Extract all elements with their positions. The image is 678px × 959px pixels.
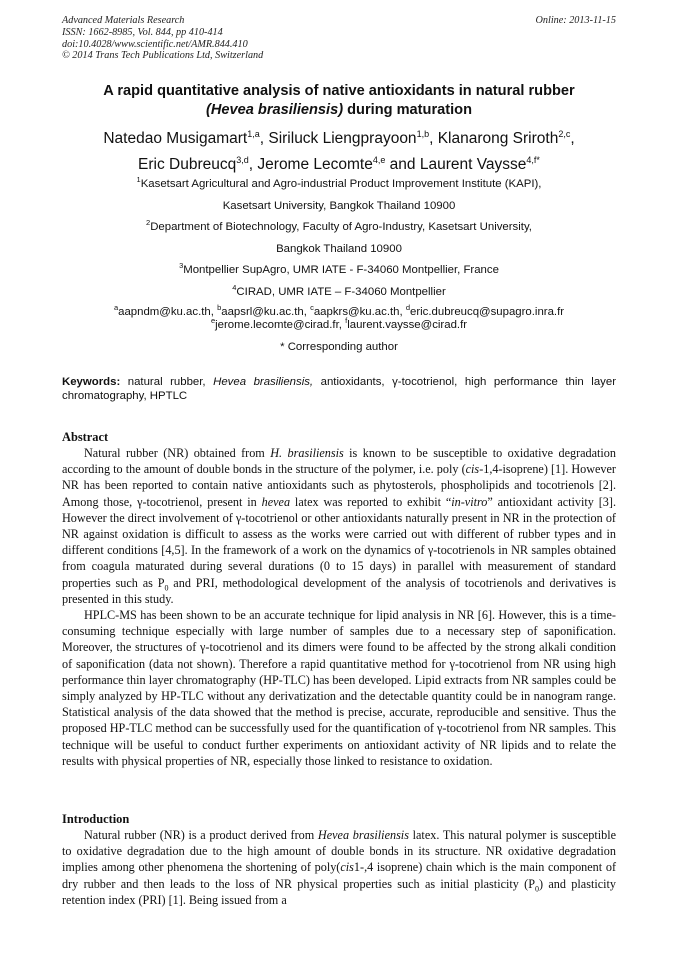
email-sup: d (405, 303, 411, 313)
text-run: latex. This natural polymer is susceptible to oxidative degradation due to the high amount of double bonds in its structure. NR oxidative degradation implies among other phenomena the shortening of poly( (62, 828, 616, 875)
text-sub: 0 (164, 583, 169, 593)
text-italic: cis (465, 462, 480, 477)
text-italic: hevea (261, 494, 291, 509)
email-sup: c (310, 303, 314, 313)
email-sup: f (345, 316, 348, 326)
keywords (62, 375, 616, 403)
abstract-heading: Abstract (62, 430, 109, 444)
text-run: Natural rubber (NR) is a product derived from (84, 828, 318, 842)
journal-header (62, 15, 616, 62)
abstract-section (62, 429, 616, 769)
author-sup: 3,d (236, 154, 249, 165)
email-link[interactable]: aapndm@ku.ac.th (118, 306, 211, 318)
text-italic: Hevea brasiliensis (317, 828, 409, 842)
journal-name: Advanced Materials Research (62, 15, 185, 26)
email-link[interactable]: jerome.lecomte@cirad.fr (215, 319, 339, 331)
affiliation-1-cont: Kasetsart University, Bangkok Thailand 10900 (222, 199, 456, 212)
author-sep: , (570, 130, 575, 147)
email-sup: e (210, 316, 216, 326)
author-list (40, 126, 638, 178)
affiliations (40, 174, 638, 359)
affiliation-text: CIRAD, UMR IATE – F-34060 Montpellier (236, 285, 446, 298)
author-sup: 2,c (558, 128, 571, 139)
title-rest: during maturation (343, 102, 472, 118)
doi-line[interactable]: doi:10.4028/www.scientific.net/AMR.844.410 (62, 38, 248, 50)
email-sup: a (113, 303, 119, 313)
title-line-2 (40, 101, 638, 120)
online-date: Online: 2013-11-15 (535, 15, 616, 26)
affiliation-sup: 1 (136, 175, 141, 185)
email-link[interactable]: eric.dubreucq@supagro.inra.fr (410, 306, 565, 318)
author-name: Natedao Musigamart (103, 130, 248, 147)
text-run: is known to be susceptible to oxidative degradation according to the amount of double bonds in the structure of the polymer, i.e. poly ( (62, 446, 616, 477)
author-sup: 1,b (416, 128, 430, 139)
text-run: and PRI, methodological development of the analysis of tocotrienols and derivatives is presented in this study. (62, 575, 616, 606)
email-sup: b (217, 303, 222, 313)
affiliation-sup: 3 (179, 261, 184, 271)
text-run: 1-,4 isoprene) chain which is the main component of dry rubber and then leads to the loss of NR physical properties such as initial plasticity (P (62, 860, 616, 891)
affiliation-1 (40, 174, 638, 196)
email-line-2: $^e$jerome.lecomte@cirad.fr, $^f$laurent.vaysse@cirad.fr (210, 316, 468, 331)
title-species: (Hevea brasiliensis) (205, 102, 344, 118)
affiliation-3 (40, 260, 638, 282)
email-link[interactable]: aapsrl@ku.ac.th (221, 306, 304, 318)
title-line-1: A rapid quantitative analysis of native antioxidants in natural rubber (103, 83, 575, 99)
affiliation-sup: 2 (146, 218, 151, 228)
abstract-paragraph-1 (62, 445, 616, 607)
author-sep: , (248, 156, 258, 173)
keywords-species: Hevea brasiliensis, (213, 376, 314, 388)
issn-line: ISSN: 1662-8985, Vol. 844, pp 410-414 (62, 26, 223, 38)
text-italic: H. brasiliensis (270, 446, 344, 460)
affiliation-2-cont: Bangkok Thailand 10900 (276, 242, 402, 255)
copyright-line: © 2014 Trans Tech Publications Ltd, Switzerland (62, 50, 264, 62)
author-sep: , (429, 130, 438, 147)
affiliation-2 (40, 217, 638, 239)
author-name: Klanarong Sriroth (437, 130, 559, 147)
abstract-paragraph-2: HPLC-MS has been shown to be an accurate technique for lipid analysis in NR [6]. However, this is a time-consuming technique especially with large number of samples due to a necessary step of saponification. Moreover, the structures of γ-tocotrienol and its dimers were found to be affected by the strong alkali condition of saponification (data not shown). Therefore a rapid quantitative method for γ-tocotrienol from NR using high performance thin layer chromatography (HP-TLC) has been developed. Lipid extracts from NR samples could be simply analyzed by HP-TLC without any derivatization and the detectable quantity could be in nanogram range. Statistical analysis of the data showed that the method is precise, accurate, reproducible and sensitive. Thus the proposed HP-TLC method can be successfully used for the quantification of γ-tocotrienol from NR samples. This technique will be useful to conduct further experiments on antioxidant activity of NR lipids and to relate the results with physical properties of NR, especially those linked to resistance to oxidation. (62, 608, 616, 768)
author-sep: , (259, 130, 269, 147)
keywords-text: antioxidants, γ-tocotrienol, high performance thin layer chromatography, HPTLC (62, 376, 616, 402)
affiliation-text: Department of Biotechnology, Faculty of Agro-Industry, Kasetsart University, (150, 221, 532, 233)
author-line-1 (40, 126, 638, 152)
email-link[interactable]: laurent.vaysse@cirad.fr (347, 319, 468, 331)
text-sub: 0 (535, 884, 540, 894)
text-italic: cis (340, 860, 354, 875)
introduction-section (62, 811, 616, 908)
author-sep: and (385, 156, 420, 173)
email-list (40, 303, 638, 332)
keywords-text: natural rubber, (120, 376, 214, 388)
author-name: Jerome Lecomte (257, 156, 373, 173)
keywords-label: Keywords: (62, 376, 121, 388)
affiliation-text: Kasetsart Agricultural and Agro-industrial Product Improvement Institute (KAPI), (140, 178, 542, 190)
text-run: ) and plasticity retention index (PRI) [1]. Being issued from a (62, 876, 616, 907)
author-name: Laurent Vaysse (419, 156, 527, 173)
text-run: latex was reported to exhibit “ (290, 494, 452, 509)
author-sup: 1,a (247, 128, 260, 139)
author-name: Eric Dubreucq (138, 156, 237, 173)
email-link[interactable]: aapkrs@ku.ac.th (313, 306, 400, 318)
author-sup: 4,e (372, 154, 386, 165)
corresponding-author: * Corresponding author (280, 341, 398, 353)
affiliation-sup: 4 (232, 282, 237, 292)
text-run: -1,4-isoprene) [1]. However NR has been reported to contain native antioxidants such as phytosterols, phospholipids and tocotrienols [2]. Among those, γ-tocotrienol, present in (62, 462, 616, 509)
introduction-paragraph-1 (62, 827, 616, 908)
introduction-heading: Introduction (62, 812, 130, 826)
affiliation-text: Montpellier SupAgro, UMR IATE - F-34060 Montpellier, France (183, 264, 499, 276)
author-sup: 4,f* (526, 154, 540, 165)
text-run: ” antioxidant activity [3]. However the direct involvement of γ-tocotrienol or other antioxidants naturally present in NR in the protection of NR against oxidation is difficult to assess as the works were carried out with different of rubber types and in different conditions [4,5]. In the framework of a work on the dynamics of γ-tocotrienols in NR samples obtained from coagula maturated during several durations (0 to 15 days) in parallel with measurement of standard properties such as P (62, 494, 617, 590)
text-italic: in-vitro (451, 494, 488, 509)
text-run: Natural rubber (NR) obtained from (84, 446, 271, 460)
email-line-1: $^a$aapndm@ku.ac.th, $^b$aapsrl@ku.ac.th, $^c$aapkrs@ku.ac.th, $^d$eric.dubreucq@supagro.inra.fr (113, 303, 565, 318)
author-name: Siriluck Liengprayoon (268, 130, 417, 147)
paper-title (40, 82, 638, 120)
affiliation-4 (40, 282, 638, 304)
